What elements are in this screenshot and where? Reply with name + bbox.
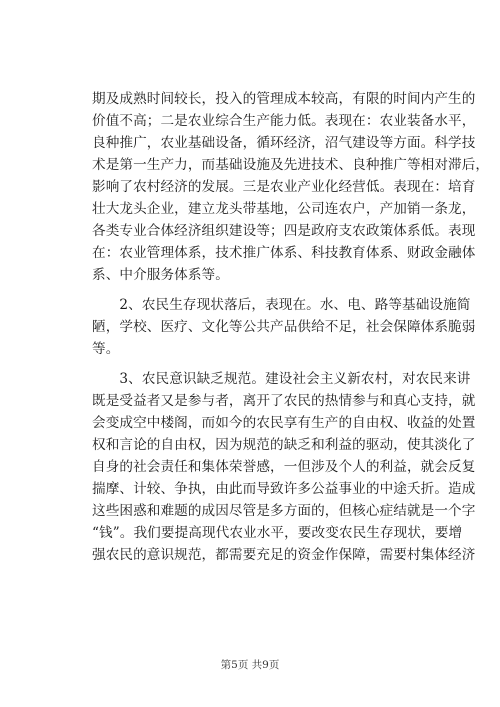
page-number: 第5页 共9页 [220,659,280,671]
text-line: 3、农民意识缺乏规范。建设社会主义新农村，对农民来讲 [92,371,471,387]
paragraph-1 [92,88,490,286]
text-line: 影响了农村经济的发展。三是农业产业化经营低。表现在：培育 [92,179,476,195]
text-line: 术是第一生产力，而基础设施及先进技术、良种推广等相对滞后， [92,157,490,173]
text-line: 这些困惑和难题的成因尽管是多方面的，但核心症结就是一个字 [92,503,476,519]
text-line: 等。 [92,341,120,357]
text-line: 在：农业管理体系，技术推广体系、科技教育体系、财政金融体 [92,245,476,261]
text-line: 强农民的意识规范，都需要充足的资金作保障，需要村集体经济 [92,547,476,563]
text-line: “钱”。我们要提高现代农业水平，要改变农民生存现状，要增 [92,525,463,541]
text-line: 各类专业合体经济组织建设等；四是政府支农政策体系低。表现 [92,223,476,239]
text-line: 期及成熟时间较长，投入的管理成本较高，有限的时间内产生的 [92,91,476,107]
text-line: 权和言论的自由权，因为规范的缺乏和利益的驱动，使其淡化了 [92,437,476,453]
body-text [92,88,490,566]
text-line: 系、中介服务体系等。 [92,267,229,283]
paragraph-3 [92,368,476,566]
text-line: 自身的社会责任和集体荣誉感，一但涉及个人的利益，就会反复 [92,459,476,475]
text-line: 壮大龙头企业，建立龙头带基地，公司连农户，产加销一条龙， [92,201,476,217]
text-line: 揣摩、计较、争执，由此而导致许多公益事业的中途夭折。造成 [92,481,476,497]
text-line: 2、农民生存现状落后，表现在。水、电、路等基础设施简 [92,297,471,313]
text-line: 陋，学校、医疗、文化等公共产品供给不足，社会保障体系脆弱 [92,319,476,335]
text-line: 会变成空中楼阁，而如今的农民享有生产的自由权、收益的处置 [92,415,476,431]
text-line: 既是受益者又是参与者，离开了农民的热情参与和真心支持，就 [92,393,476,409]
paragraph-2 [92,294,476,360]
text-line: 良种推广，农业基础设备，循环经济，沼气建设等方面。科学技 [92,135,476,151]
paragraph-gap [92,286,410,294]
paragraph-gap [92,360,410,368]
text-line: 价值不高；二是农业综合生产能力低。表现在：农业装备水平， [92,113,476,129]
